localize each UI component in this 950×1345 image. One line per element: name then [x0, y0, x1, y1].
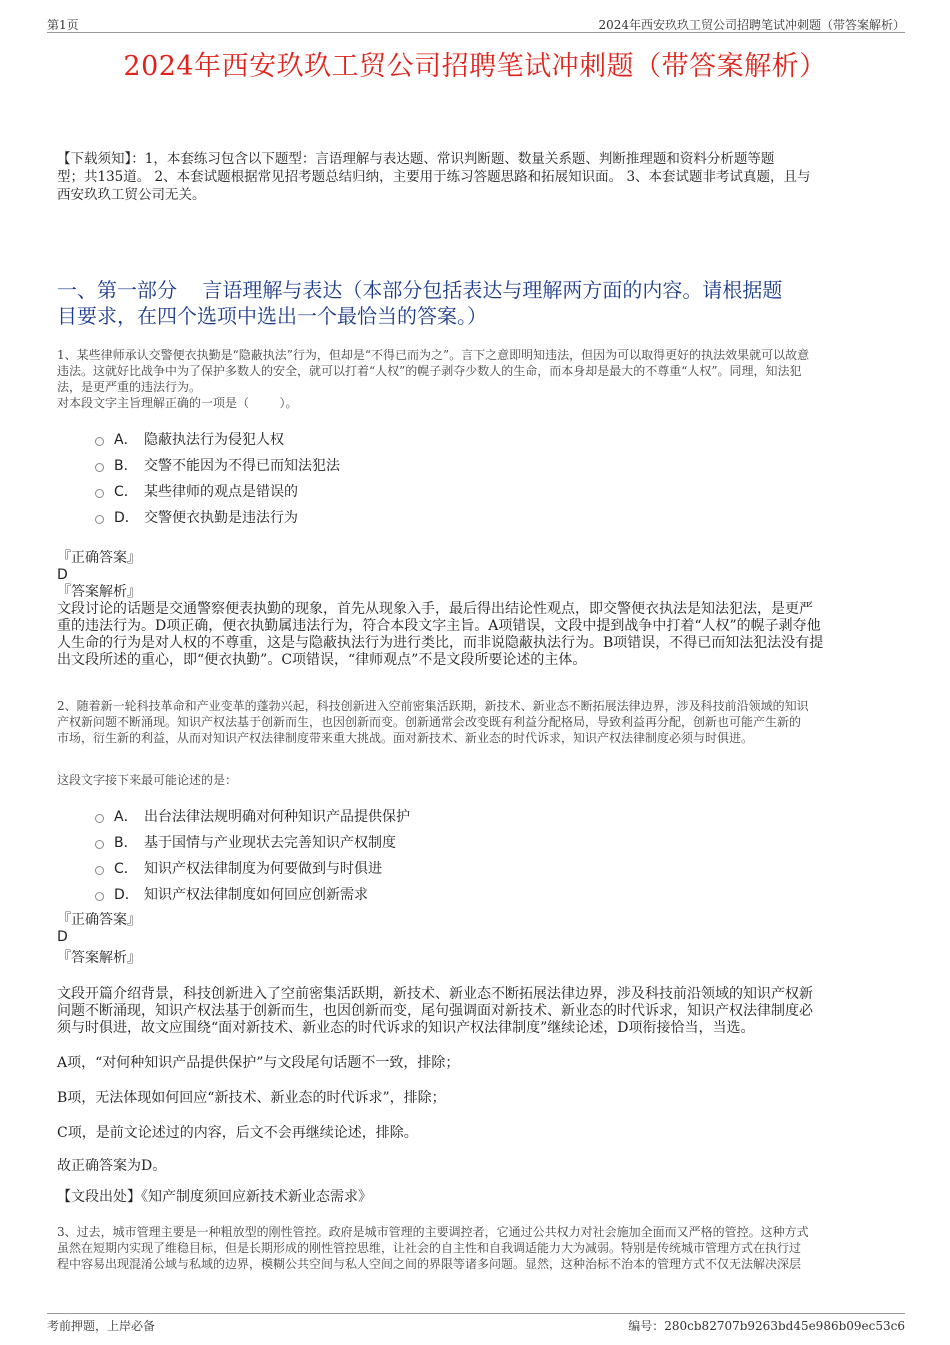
- option-a[interactable]: A． 隐蔽执法行为侵犯人权: [95, 426, 595, 452]
- download-notice: [57, 150, 897, 204]
- option-c[interactable]: C． 某些律师的观点是错误的: [95, 478, 595, 504]
- document-id: 编号：280cb82707b9263bd45e986b09ec53c6: [628, 1319, 905, 1333]
- note-conclusion: 故正确答案为D。: [57, 1158, 167, 1174]
- stem-line: 产权新问题不断涌现。知识产权法基于创新而生，也因创新而变。创新通常会改变既有利益分配格局，导致利益再分配，创新也可能产生新的: [57, 715, 802, 729]
- option-b[interactable]: B． 交警不能因为不得已而知法犯法: [95, 452, 595, 478]
- option-d[interactable]: D． 知识产权法律制度如何回应创新需求: [95, 881, 595, 907]
- radio-icon[interactable]: [95, 866, 104, 875]
- note-a: A项，“对何种知识产品提供保护”与文段尾句话题不一致，排除；: [57, 1055, 460, 1071]
- question-2-stem: [57, 698, 897, 746]
- option-b[interactable]: B． 基于国情与产业现状去完善知识产权制度: [95, 829, 595, 855]
- analysis-label: 『答案解析』: [57, 584, 141, 600]
- note-b: B项，无法体现如何回应“新技术、新业态的时代诉求”，排除；: [57, 1090, 446, 1106]
- analysis-line: 文段讨论的话题是交通警察便表执勤的现象，首先从现象入手，最后得出结论性观点，即交警便衣执法是知法犯法，是更严: [57, 601, 813, 617]
- stem-line: 2、随着新一轮科技革命和产业变革的蓬勃兴起，科技创新进入空前密集活跃期，新技术、新业态不断拓展法律边界，涉及科技前沿领域的知识: [57, 699, 809, 713]
- analysis-line: 重的违法行为。D项正确，便衣执勤属违法行为，符合本段文字主旨。A项错误，文段中提到战争中打着“人权”的幌子剥夺他: [57, 618, 821, 634]
- stem-line: 法，是更严重的违法行为。: [57, 380, 202, 394]
- page-header: [47, 14, 905, 33]
- radio-icon[interactable]: [95, 814, 104, 823]
- stem-line: 3、过去，城市管理主要是一种粗放型的刚性管控。政府是城市管理的主要调控者，它通过公共权力对社会施加全面而又严格的管控。这种方式: [57, 1225, 809, 1239]
- question-3-stem: [57, 1224, 897, 1272]
- stem-line: 违法。这就好比战争中为了保护多数人的安全，就可以打着“人权”的幌子剥夺少数人的生命，而本身却是最大的不尊重“人权”。同理，知法犯: [57, 364, 802, 378]
- notice-line: 型；共135道。 2、本套试题根据常见招考题总结归纳，主要用于练习答题思路和拓展知识面。 3、本套试题非考试真题，且与: [57, 169, 811, 185]
- document-title: 2024年西安玖玖工贸公司招聘笔试冲刺题（带答案解析）: [123, 51, 827, 82]
- question-1-options: [95, 426, 595, 530]
- section-heading-line: 目要求，在四个选项中选出一个最恰当的答案。）: [57, 304, 487, 328]
- header-doc-title: 2024年西安玖玖工贸公司招聘笔试冲刺题（带答案解析）: [598, 18, 905, 32]
- page-number: 第1页: [47, 18, 79, 32]
- section-heading: [57, 277, 902, 329]
- stem-line: 程中容易出现混淆公域与私域的边界，模糊公共空间与私人空间之间的界限等诸多问题。显然，这种治标不治本的管理方式不仅无法解决深层: [57, 1257, 802, 1271]
- analysis-line: 须与时俱进，故文应围绕“面对新技术、新业态的时代诉求的知识产权法律制度”继续论述，D项衔接恰当，当选。: [57, 1020, 755, 1036]
- answer-value: D: [57, 929, 68, 945]
- analysis-line: 出文段所述的重心，即“便衣执勤”。C项错误，“律师观点”不是文段所要论述的主体。: [57, 652, 587, 668]
- page-footer: [47, 1313, 905, 1336]
- option-c[interactable]: C． 知识产权法律制度为何要做到与时俱进: [95, 855, 595, 881]
- footer-slogan: 考前押题，上岸必备: [47, 1319, 156, 1333]
- question-2-analysis: [57, 986, 897, 1037]
- answer-value: D: [57, 567, 68, 583]
- option-d[interactable]: D． 交警便衣执勤是违法行为: [95, 504, 595, 530]
- stem-line: 对本段文字主旨理解正确的一项是（ ）。: [57, 396, 298, 410]
- radio-icon[interactable]: [95, 489, 104, 498]
- stem-line: 1、某些律师承认交警便衣执勤是“隐蔽执法”行为，但却是“不得已而为之”。言下之意即明知违法，但因为可以取得更好的执法效果就可以故意: [57, 348, 810, 362]
- analysis-line: 文段开篇介绍背景，科技创新进入了空前密集活跃期，新技术、新业态不断拓展法律边界，涉及科技前沿领域的知识产权新: [57, 986, 813, 1002]
- radio-icon[interactable]: [95, 892, 104, 901]
- option-a[interactable]: A． 出台法律法规明确对何种知识产品提供保护: [95, 803, 595, 829]
- radio-icon[interactable]: [95, 463, 104, 472]
- question-1-answer: [57, 550, 897, 669]
- question-1-stem: [57, 347, 897, 411]
- answer-label: 『正确答案』: [57, 550, 141, 566]
- answer-label: 『正确答案』: [57, 912, 141, 928]
- note-c: C项，是前文论述过的内容，后文不会再继续论述，排除。: [57, 1125, 418, 1141]
- radio-icon[interactable]: [95, 437, 104, 446]
- analysis-line: 问题不断涌现，知识产权法基于创新而生，也因创新而变，尾句强调面对新技术、新业态的时代诉求，知识产权法律制度必: [57, 1003, 813, 1019]
- radio-icon[interactable]: [95, 515, 104, 524]
- analysis-line: 人生命的行为是对人权的不尊重，这是与隐蔽执法行为进行类比，而非说隐蔽执法行为。B项错误，不得已而知法犯法没有提: [57, 635, 824, 651]
- stem-line: 市场，衍生新的利益，从而对知识产权法律制度带来重大挑战。面对新技术、新业态的时代诉求，知识产权法律制度必须与时俱进。: [57, 731, 754, 745]
- text-source: 【文段出处】《知产制度须回应新技术新业态需求》: [57, 1189, 372, 1205]
- notice-line: 【下载须知】：1，本套练习包含以下题型：言语理解与表达题、常识判断题、数量关系题、判断推理题和资料分析题等题: [57, 151, 775, 167]
- question-2-options: [95, 803, 595, 907]
- question-2-prompt: 这段文字接下来最可能论述的是：: [57, 773, 238, 787]
- notice-line: 西安玖玖工贸公司无关。: [57, 187, 206, 203]
- section-heading-line: 一、第一部分 言语理解与表达（本部分包括表达与理解两方面的内容。请根据题: [57, 278, 783, 302]
- question-2-answer: [57, 912, 897, 967]
- analysis-label: 『答案解析』: [57, 950, 141, 966]
- stem-line: 虽然在短期内实现了维稳目标，但是长期形成的刚性管控思维，让社会的自主性和自我调适能力大为减弱。特别是传统城市管理方式在执行过: [57, 1241, 802, 1255]
- radio-icon[interactable]: [95, 840, 104, 849]
